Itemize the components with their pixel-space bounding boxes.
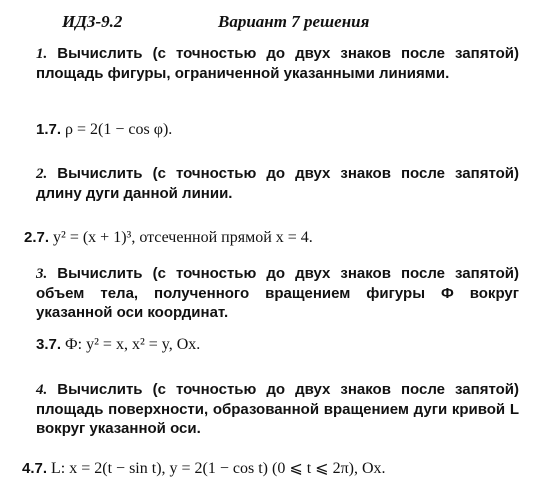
assignment-code: ИДЗ-9.2 [62, 12, 123, 31]
task-2-statement [14, 164, 519, 203]
task-4-number: 4. [36, 382, 48, 398]
task-4-variant-number: 4.7. [22, 460, 48, 477]
task-4-text: Вычислить (с точностью до двух знаков после запятой) площадь поверхности, образованной вращением дуги кривой L вокруг указанной оси. [36, 381, 519, 437]
task-1-text: Вычислить (с точностью до двух знаков после запятой) площадь фигуры, ограниченной указанными линиями. [36, 45, 519, 82]
task-3-number: 3. [36, 266, 48, 282]
task-1-variant [36, 121, 172, 139]
task-1-formula: ρ = 2(1 − cos φ). [65, 121, 173, 138]
task-3-variant [36, 336, 200, 354]
task-4-variant [22, 458, 386, 478]
task-2-text: Вычислить (с точностью до двух знаков после запятой) длину дуги данной линии. [36, 165, 519, 202]
task-3-formula: Ф: y² = x, x² = y, Ox. [65, 336, 201, 353]
task-2-number: 2. [36, 166, 48, 182]
task-3-variant-number: 3.7. [36, 336, 62, 353]
task-2-variant [24, 229, 313, 247]
task-4-formula: L: x = 2(t − sin t), y = 2(1 − cos t) (0 ⩽ t ⩽ 2π), Ox. [51, 460, 386, 477]
task-1-variant-number: 1.7. [36, 121, 62, 138]
task-3-statement [14, 264, 519, 322]
task-1-statement [14, 44, 519, 83]
task-1-number: 1. [36, 46, 48, 62]
task-2-variant-number: 2.7. [24, 229, 50, 246]
task-3-text: Вычислить (с точностью до двух знаков после запятой) объем тела, полученного вращением фигуры Ф вокруг указанной оси координат. [36, 265, 519, 321]
task-2-formula: y² = (x + 1)³, отсеченной прямой x = 4. [53, 229, 313, 246]
task-4-statement [14, 380, 519, 438]
variant-title: Вариант 7 решения [218, 12, 370, 31]
